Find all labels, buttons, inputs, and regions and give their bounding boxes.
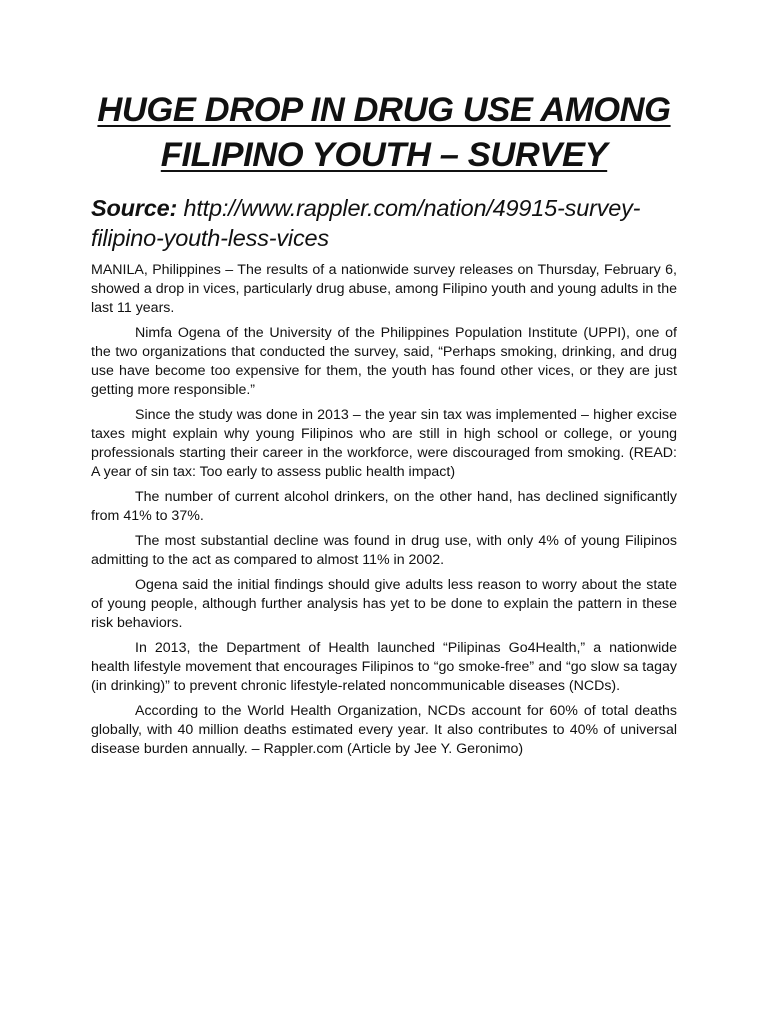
paragraph-go4health: In 2013, the Department of Health launched “Pilipinas Go4Health,” a nationwide health lifestyle movement that encourages Filipinos to “go smoke-free” and “go slow sa tagay (in drinking)” to prevent chronic lifestyle-related noncommunicable diseases (NCDs).	[91, 640, 677, 694]
paragraph-ogena-quote: Nimfa Ogena of the University of the Philippines Population Institute (UPPI), one of the two organizations that conducted the survey, said, “Perhaps smoking, drinking, and drug use have become too expensive for them, the youth has found other vices, or they are just getting more responsible.”	[91, 325, 677, 398]
source-label: Source:	[91, 195, 178, 221]
source-url: http://www.rappler.com/nation/49915-survey-filipino-youth-less-vices	[91, 195, 641, 251]
paragraph-intro: MANILA, Philippines – The results of a nationwide survey releases on Thursday, February 6, showed a drop in vices, particularly drug abuse, among Filipino youth and young adults in the last 11 years.	[91, 262, 677, 316]
paragraph-alcohol: The number of current alcohol drinkers, on the other hand, has declined significantly from 41% to 37%.	[91, 489, 677, 524]
paragraph-drug-use: The most substantial decline was found in drug use, with only 4% of young Filipinos admitting to the act as compared to almost 11% in 2002.	[91, 533, 677, 568]
paragraph-findings: Ogena said the initial findings should give adults less reason to worry about the state of young people, although further analysis has yet to be done to explain the pattern in these risk behaviors.	[91, 577, 677, 631]
article-body	[91, 261, 677, 759]
source-line	[91, 193, 677, 253]
paragraph-sin-tax: Since the study was done in 2013 – the year sin tax was implemented – higher excise taxes might explain why young Filipinos who are still in high school or college, or young professionals starting their career in the workforce, were discouraged from smoking. (READ: A year of sin tax: Too early to assess public health impact)	[91, 407, 677, 480]
headline: HUGE DROP IN DRUG USE AMONG FILIPINO YOUTH – SURVEY	[97, 91, 671, 174]
paragraph-who: According to the World Health Organization, NCDs account for 60% of total deaths globally, with 40 million deaths estimated every year. It also contributes to 40% of universal disease burden annually. – Rappler.com (Article by Jee Y. Geronimo)	[91, 703, 677, 757]
document-page	[91, 88, 677, 765]
